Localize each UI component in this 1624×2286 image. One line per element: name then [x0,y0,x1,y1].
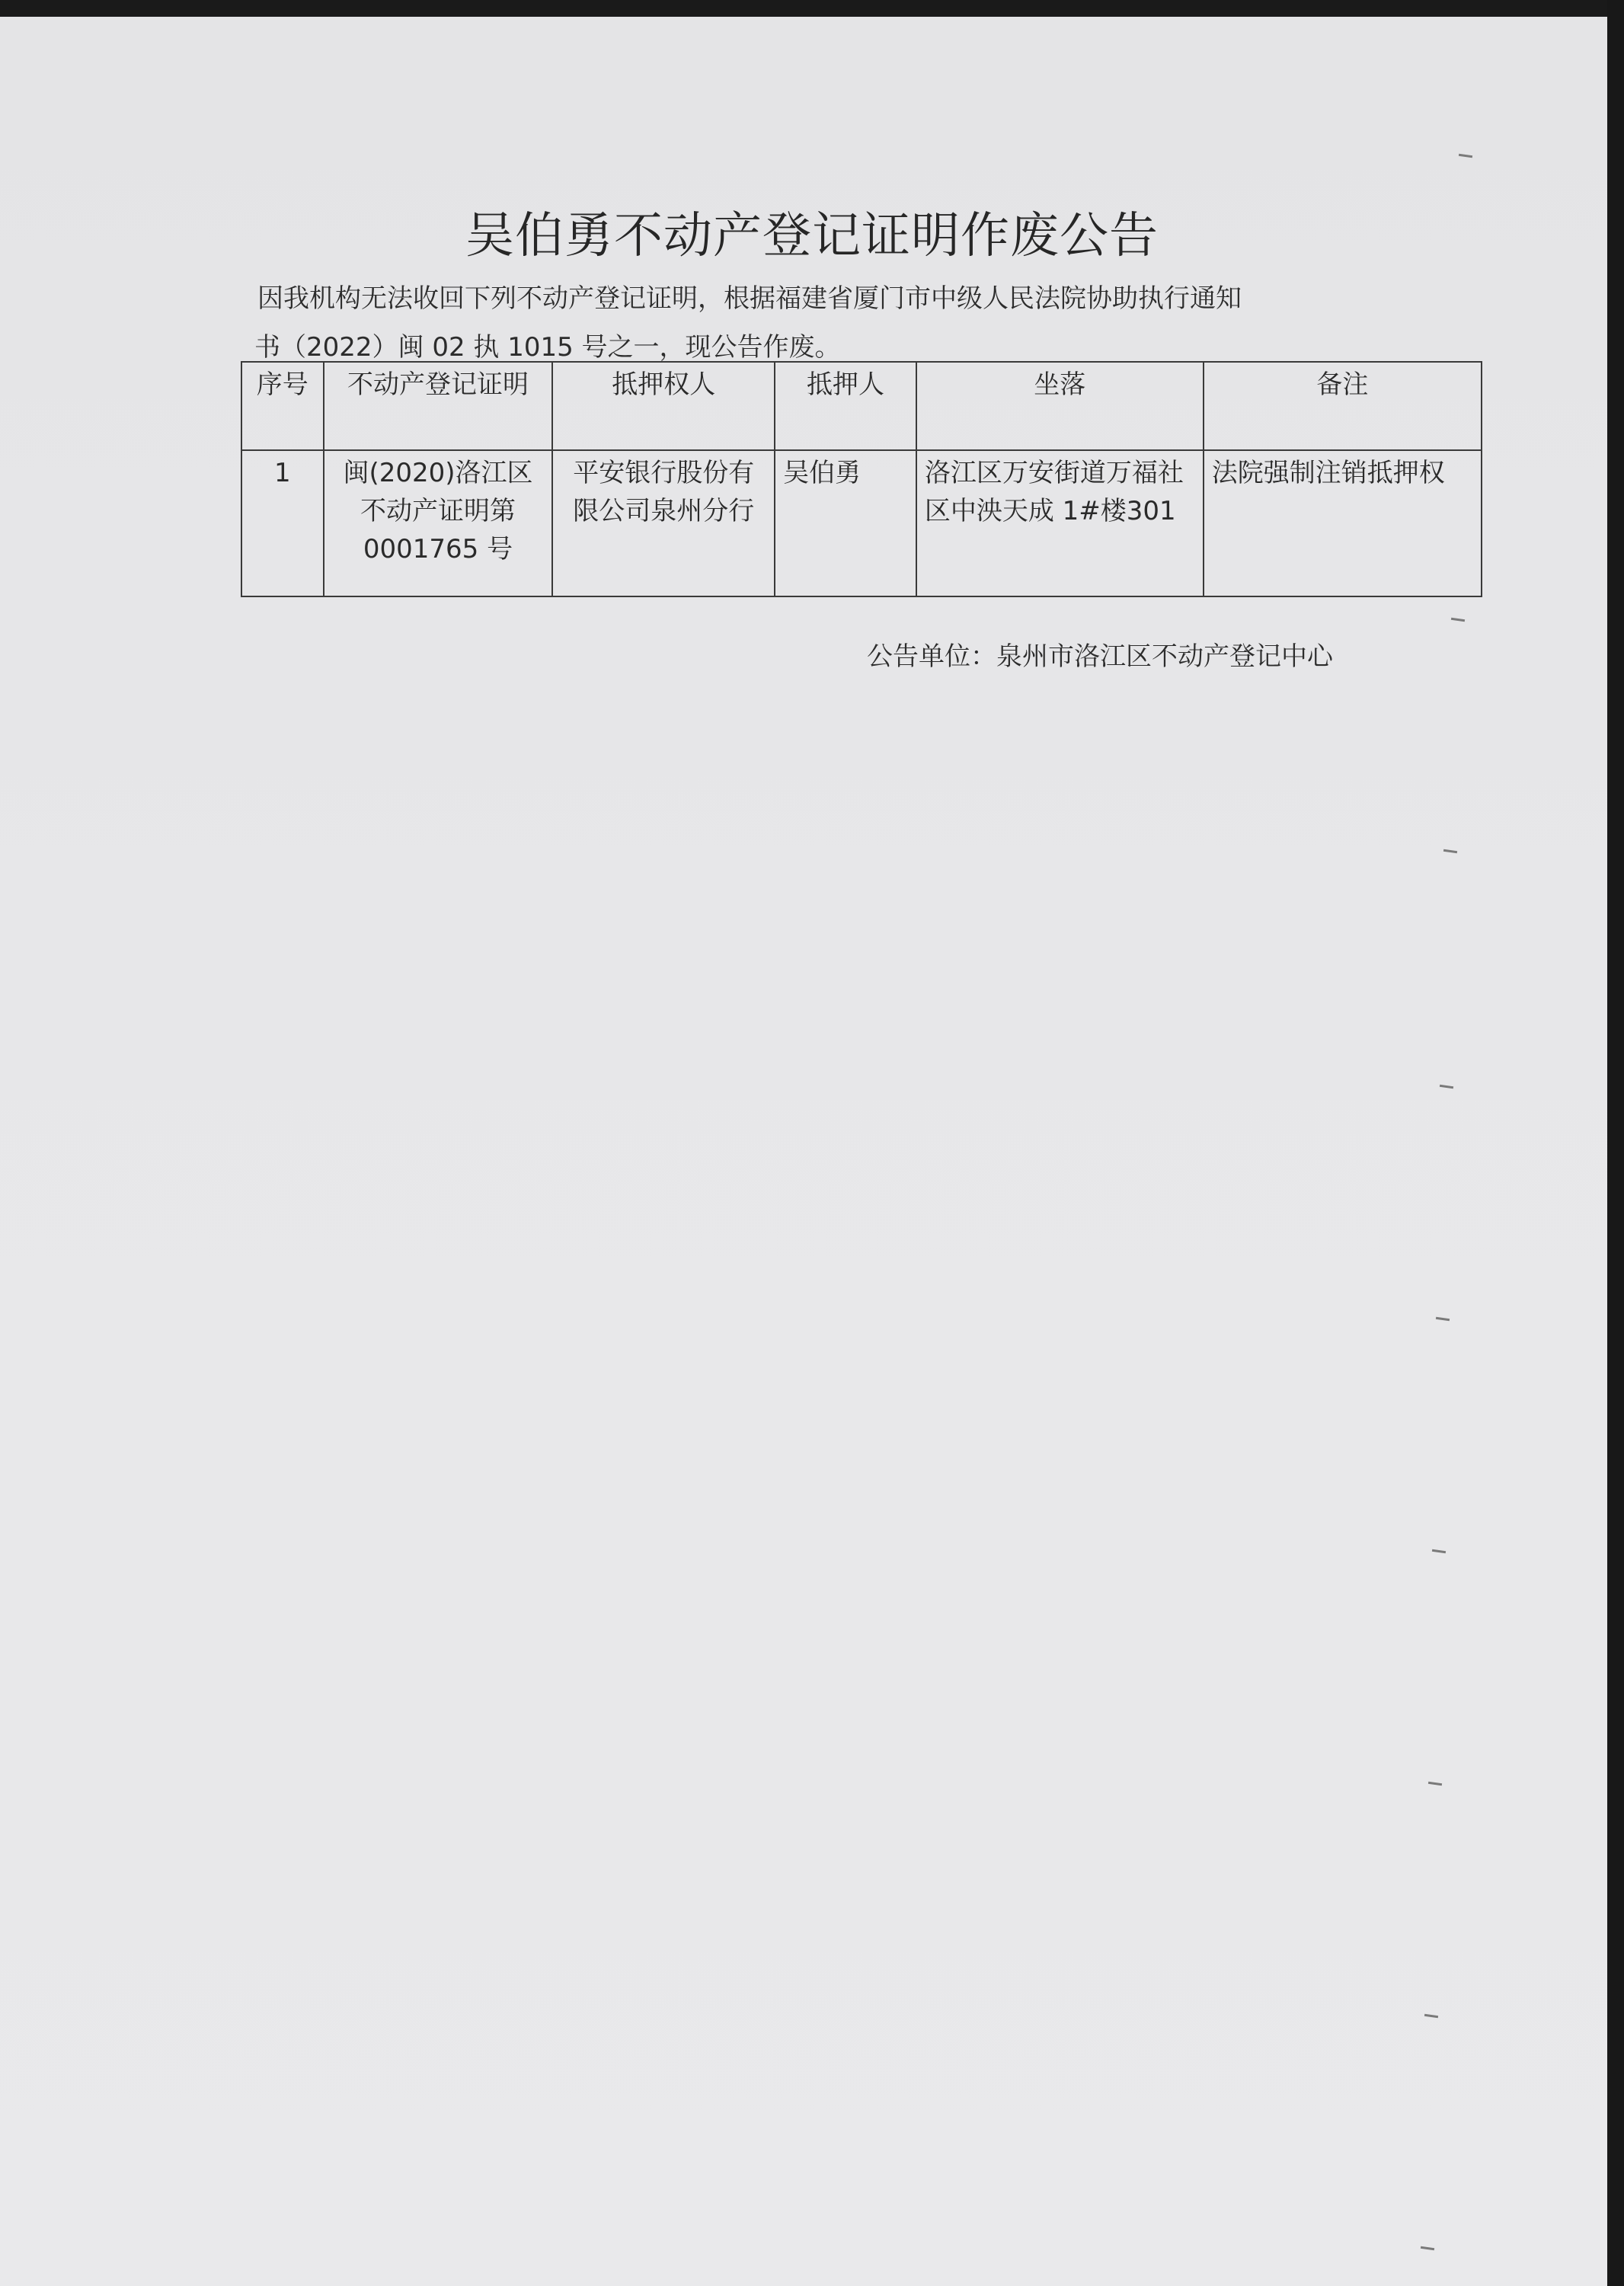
col-header-remark: 备注 [1204,362,1482,450]
scan-edge-shadow [1607,0,1624,2286]
table-row [241,450,1482,596]
cell-certificate: 闽(2020)洛江区不动产证明第0001765 号 [324,450,553,596]
col-header-no: 序号 [241,362,324,450]
page-title: 吴伯勇不动产登记证明作废公告 [465,208,1159,264]
cell-location: 洛江区万安街道万福社区中泱天成 1#楼301 [916,450,1204,596]
notice-table [241,361,1482,597]
issuer-line: 公告单位：泉州市洛江区不动产登记中心 [867,641,1333,672]
intro-paragraph [254,274,1400,372]
cell-mortgagee: 平安银行股份有限公司泉州分行 [552,450,775,596]
col-header-mortgagor: 抵押人 [775,362,916,450]
col-header-location: 坐落 [916,362,1204,450]
cell-remark: 法院强制注销抵押权 [1204,450,1482,596]
cell-no: 1 [241,450,324,596]
table-header-row [241,362,1482,450]
intro-line-1: 因我机构无法收回下列不动产登记证明，根据福建省厦门市中级人民法院协助执行通知 [257,283,1242,314]
intro-line-2: 书（2022）闽 02 执 1015 号之一，现公告作废。 [254,332,841,363]
col-header-certificate: 不动产登记证明 [324,362,553,450]
cell-mortgagor: 吴伯勇 [775,450,916,596]
col-header-mortgagee: 抵押权人 [552,362,775,450]
